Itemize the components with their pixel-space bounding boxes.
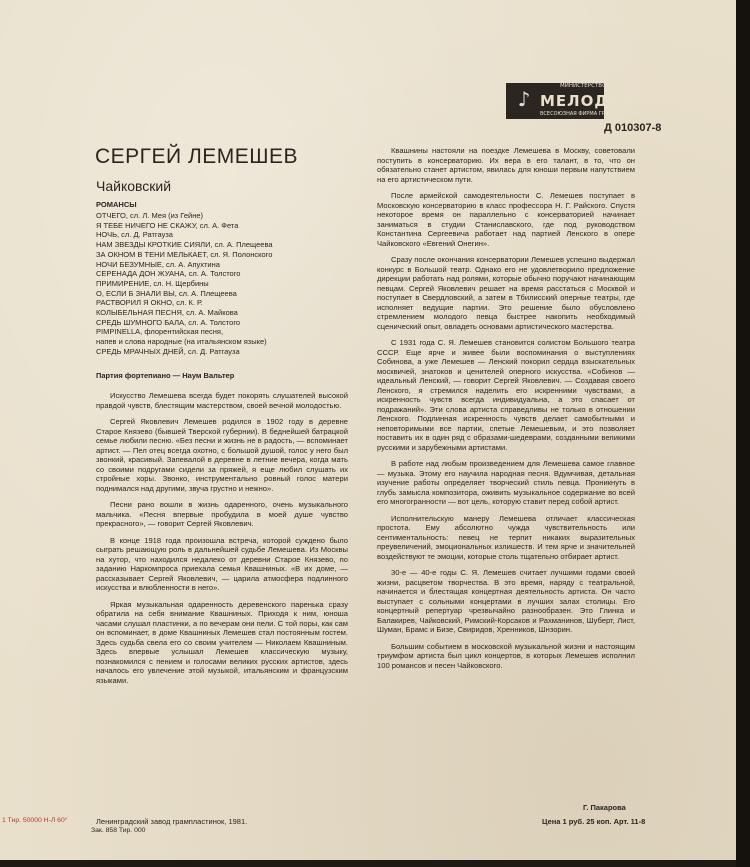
track-item: напев и слова народные (на итальянском языке) [96,337,267,347]
print-code: 1 Тир. 50000 Н-Л 60° [2,817,68,824]
logo-brand-text: МЕЛОДИЯ [540,92,635,110]
plant-info: Ленинградский завод грампластинок, 1981. [96,817,248,826]
paragraph: Сергей Яковлевич Лемешев родился в 1902 году в деревне Старое Князево (бывшей Тверской губернии). В беднейшей батрацкой семье любили песню. «Без песни и жизнь не в радость, — вспоминает артист. — Пел отец всегда охотно, с большой душой, голос у него был звонкий, красивый. Запевалой в деревне в летние вечера, когда мать со своими подругами сидели за пряжей, я еще любил слушать их стройные хоры. Звонко, инструментально ровный голос матери поднимался над другими, звуча грустно и нежно». [96,417,348,493]
track-list [96,211,356,357]
paragraph: Яркая музыкальная одаренность деревенского паренька сразу обратила на себя внимание Квашниных. Приходя к ним, юноша часами слушал пластинки, а по вечерам они пели. С той поры, как сам он вспоминает, в доме Квашниных Лемешев стал постоянным гостем. Здесь судьба свела его со своим учителем — Николаем Квашниным. Здесь впервые услышал Лемешев классическую музыку, познакомился с пением и голосами великих русских артистов, здесь началось его увлечение этой музыкой, итальянским и французским языками. [96,599,348,685]
track-item: ПРИМИРЕНИЕ, сл. Н. Щербины [96,278,209,288]
composer-name: Чайковский [96,178,172,194]
melodiya-logo-icon: ♪ [517,87,531,111]
paragraph: Большим событием в московской музыкальной жизни и настоящим триумфом артиста был цикл концертов, в которых Лемешев исполнил 100 романсов и песен Чайковского. [377,641,635,670]
track-item: PIMPINELLA, флорентийская песня, [96,327,224,337]
paragraph: Искусство Лемешева всегда будет покорять слушателей высокой правдой чувств, блестящим мастерством, своей вечной молодостью. [96,391,348,410]
paragraph: Квашнины настояли на поездке Лемешева в Москву, советовали поступить в консерваторию. Их вера в его талант, в то, что он обязательно станет артистом, явилась для юноши первым напутствием на его артистическом пути. [377,146,635,184]
author-signature: Г. Пакарова [583,803,626,812]
track-item: СЕРЕНАДА ДОН ЖУАНА, сл. А. Толстого [96,269,241,279]
liner-notes-right [377,146,635,677]
track-item: КОЛЫБЕЛЬНАЯ ПЕСНЯ, сл. А. Майкова [96,308,238,318]
paragraph: 30-е — 40-е годы С. Я. Лемешев считает лучшими годами своей жизни, расцветом творчества. В это время, наряду с театральной, начинается и блестящая концертная деятельность артиста. Он часто выступает с сольными концертами в лучших залах столицы. Его концертный репертуар чрезвычайно разнообразен. Это Глинка и Балакирев, Чайковский, Римский-Корсаков и Рахманинов, Шуберт, Лист, Шуман, Брамс и Бизе, Свиридов, Хренников, Шнзорин. [377,568,635,634]
track-item: О, ЕСЛИ Б ЗНАЛИ ВЫ, сл. А. Плещеева [96,288,237,298]
track-item: НОЧЬ, сл. Д. Ратгауза [96,230,173,240]
paragraph: Сразу после окончания консерватории Лемешев успешно выдержал конкурс в Большой театр. Однако его не удовлетворило предложение дирекции работать над ролями, которые обычно поручают начинающим певцам. Сергей Яковлевич решает на время расстаться с Москвой и поступает в Свердловский, а затем в Тбилисский оперные театры, где исполняет ведущие партии. Это решение было обусловлено стремлением молодого певца быстрее накопить необходимый сценический опыт, овладеть основами артистического мастерства. [377,255,635,331]
catalog-number: Д 010307-8 [604,122,662,134]
track-item: НАМ ЗВЕЗДЫ КРОТКИЕ СИЯЛИ, сл. А. Плещеева [96,240,273,250]
liner-notes-left [96,391,348,692]
piano-credit: Партия фортепиано — Наум Вальтер [96,371,235,380]
dark-edge [736,0,750,867]
paragraph: Исполнительскую манеру Лемешева отличает классическая простота. Ему абсолютно чужда чувствительность или сентиментальность: певец не терпит никаких выразительных преувеличений, эмоциональных излишеств. И тем ярче и значительней воздействуют те эмоции, которые столь тщательно отбирает артист. [377,513,635,561]
logo-ministry-text: МИНИСТЕРСТВО КУЛЬТУРЫ СССР [560,83,655,89]
paragraph: В работе над любым произведением для Лемешева самое главное — музыка. Этому его научила народная песня. Вдумчивая, детальная изучение работы определяет творческий стиль певца. Проникнуть в глубь замысла композитора, оживить музыкальное содержание во всей его многогранности — вот цель, которую ставит перед собой артист. [377,459,635,506]
logo-firm-text: ВСЕСОЮЗНАЯ ФИРМА ГРАМПЛАСТИНОК [540,111,646,117]
price-info: Цена 1 руб. 25 коп. Арт. 11-8 [542,817,646,826]
track-item: НОЧИ БЕЗУМНЫЕ, сл. А. Апухтина [96,259,220,269]
track-item: ОТЧЕГО, сл. Л. Мея (из Гейне) [96,211,204,220]
track-item: Я ТЕБЕ НИЧЕГО НЕ СКАЖУ, сл. А. Фета [96,220,239,230]
track-item: РАСТВОРИЛ Я ОКНО, сл. К. Р. [96,298,203,308]
track-item: СРЕДЬ ШУМНОГО БАЛА, сл. А. Толстого [96,317,241,327]
paragraph: После армейской самодеятельности С. Лемешев поступает в Московскую консерваторию в класс профессора Н. Г. Райского. Спустя некоторое время он параллельно с консерваторией начинает заниматься в студии Станиславского, где под руководством Константина Сергеевича работает над партией Ленского в опере Чайковского «Евгений Онегин». [377,191,635,248]
track-item: СРЕДЬ МРАЧНЫХ ДНЕЙ, сл. Д. Ратгауза [96,346,240,356]
paragraph: Песни рано вошли в жизнь одаренного, очень музыкального мальчика. «Песня впервые пробудила в моей душе чувство прекрасного», — говорит Сергей Яковлевич. [96,500,348,528]
section-title: РОМАНСЫ [96,200,137,209]
paragraph: С 1931 года С. Я. Лемешев становится солистом Большого театра СССР. Еще ярче и живее были воспоминания о выступлениях Собинова, а уже Лемешев — Ленский покорил сердца взыскательных москвичей, знатоков и ценителей оперного искусства. «Собинов — идеальный Ленский, — говорит Сергей Яковлевич. — Создавая своего Ленского, я стремился наделить его искренними чувствами, а искренность чувств всегда индивидуальна, а это спасает от подражаний». Эти слова артиста справедливы не только в отношении Ленского. Подлинная искренность чувств делает самобытными и неповторимыми все партии, спетые Лемешевым, и это позволяет поставить их в один ряд с образами-шедеврами, созданными великими русскими и зарубежными артистами. [377,338,635,452]
order-info: Зак. 858 Тир. 000 [91,827,146,834]
artist-name: СЕРГЕЙ ЛЕМЕШЕВ [95,145,299,168]
track-item: ЗА ОКНОМ В ТЕНИ МЕЛЬКАЕТ, сл. Я. Полонского [96,249,273,259]
paragraph: В конце 1918 года произошла встреча, которой суждено было сыграть решающую роль в дальнейшей судьбе Лемешева. Из Москвы на хутор, что находился недалеко от деревни Старое Князево, по заданию Наркомпроса приехала семья Квашниных. «В их доме, — рассказывает Сергей Яковлевич, — царила атмосфера подлинного искусства и влюбленности в него». [96,535,348,592]
